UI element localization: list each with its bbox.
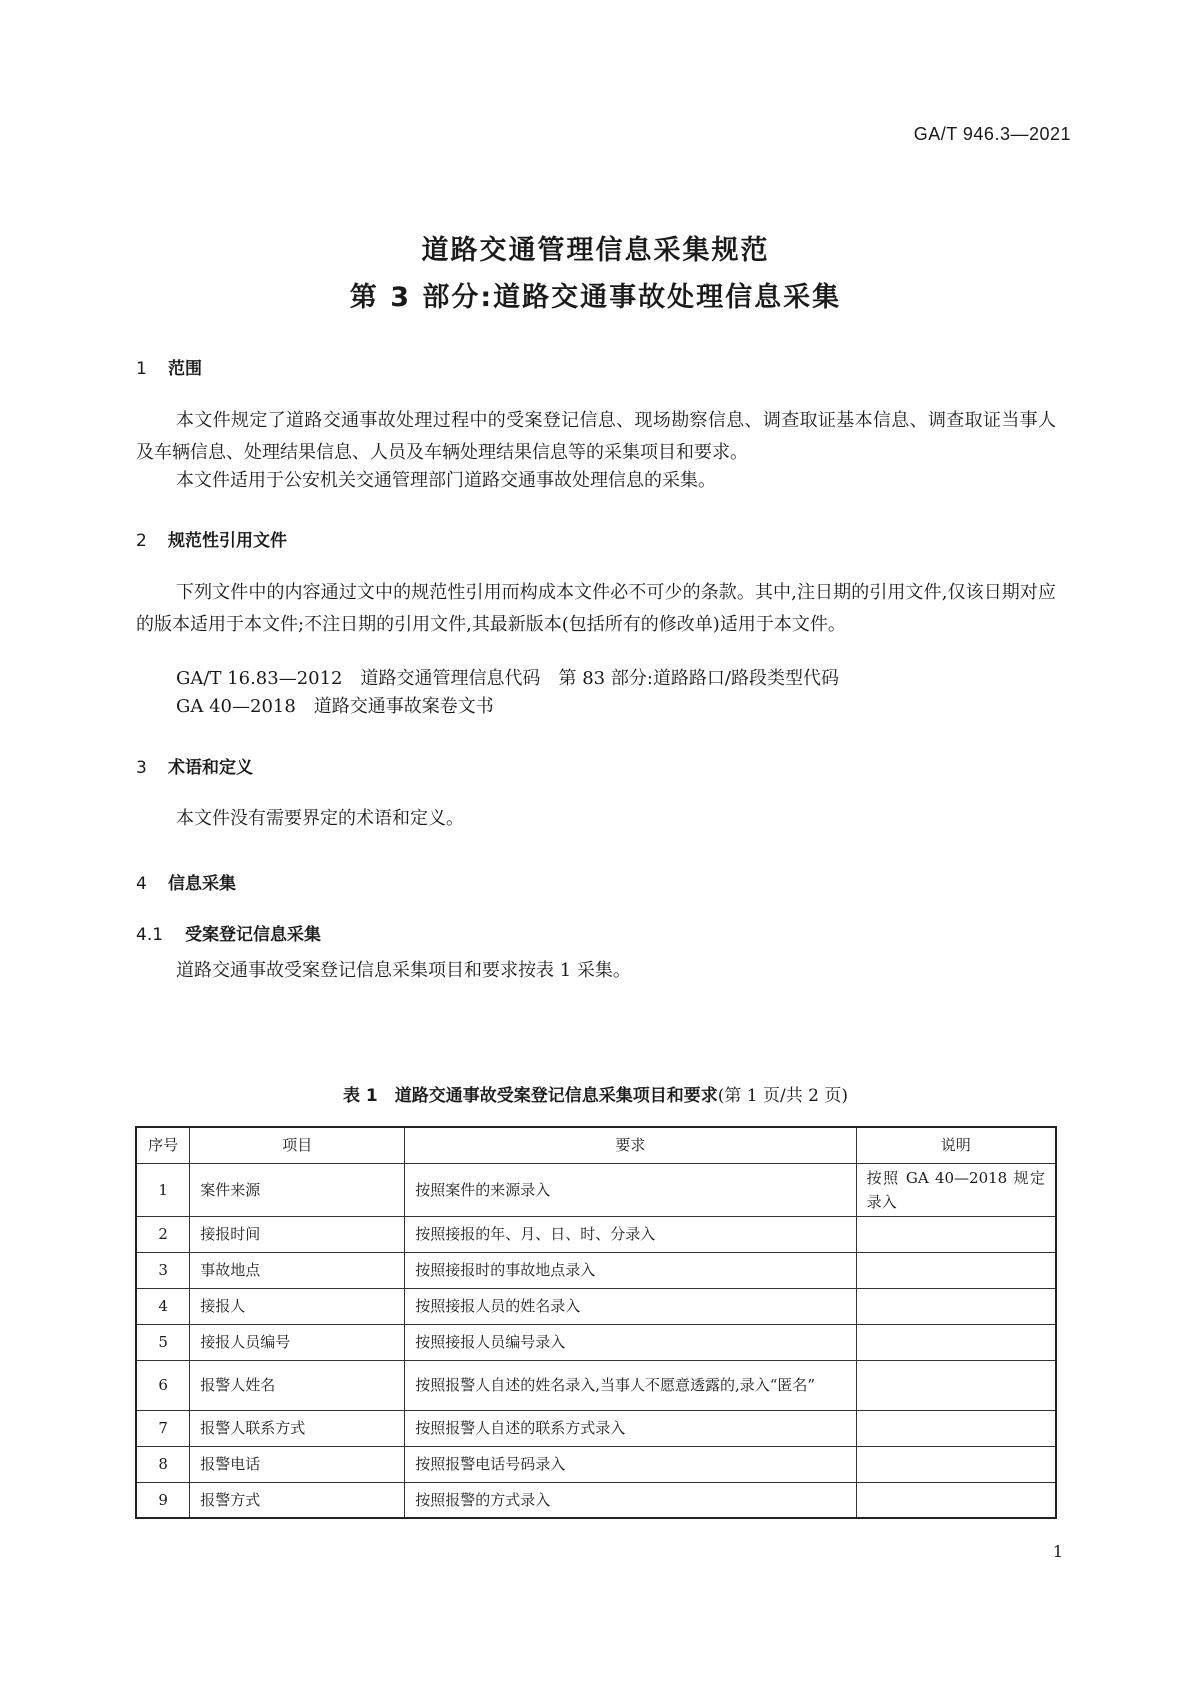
cell-requirement: 按照报警电话号码录入 (405, 1446, 856, 1482)
cell-seq: 9 (136, 1482, 190, 1518)
cell-requirement: 按照报警人自述的姓名录入,当事人不愿意透露的,录入“匿名” (405, 1360, 856, 1410)
cell-seq: 5 (136, 1324, 190, 1360)
cell-seq: 6 (136, 1360, 190, 1410)
paragraph: 下列文件中的内容通过文中的规范性引用而构成本文件必不可少的条款。其中,注日期的引用文件,仅该日期对应的版本适用于本文件;不注日期的引用文件,其最新版本(包括所有的修改单)适用于本文件。 (136, 582, 1056, 635)
paragraph: 本文件适用于公安机关交通管理部门道路交通事故处理信息的采集。 (176, 470, 716, 491)
cell-seq: 2 (136, 1216, 190, 1252)
cell-requirement: 按照接报人员编号录入 (405, 1324, 856, 1360)
cell-note (856, 1360, 1056, 1410)
section-title: 规范性引用文件 (168, 531, 287, 551)
table-row (136, 1216, 1056, 1252)
cell-note (856, 1446, 1056, 1482)
cell-note (856, 1410, 1056, 1446)
cell-item: 报警人姓名 (190, 1360, 405, 1410)
section-number: 4 (136, 874, 147, 894)
table-row (136, 1252, 1056, 1288)
paragraph: 道路交通事故受案登记信息采集项目和要求按表 1 采集。 (176, 960, 631, 981)
paragraph: 本文件没有需要界定的术语和定义。 (176, 808, 464, 829)
table-row (136, 1410, 1056, 1446)
section-number: 4.1 (136, 925, 164, 945)
section-title: 信息采集 (168, 874, 236, 894)
section-title: 范围 (168, 359, 202, 379)
table-caption-page-note: (第 1 页/共 2 页) (717, 1086, 848, 1106)
cell-item: 报警人联系方式 (190, 1410, 405, 1446)
cell-requirement: 按照报警的方式录入 (405, 1482, 856, 1518)
cell-requirement: 按照接报人员的姓名录入 (405, 1288, 856, 1324)
cell-item: 事故地点 (190, 1252, 405, 1288)
table-row (136, 1288, 1056, 1324)
cell-note (856, 1482, 1056, 1518)
cell-seq: 4 (136, 1288, 190, 1324)
cell-seq: 3 (136, 1252, 190, 1288)
cell-seq: 8 (136, 1446, 190, 1482)
cell-item: 接报人员编号 (190, 1324, 405, 1360)
cell-requirement: 按照接报的年、月、日、时、分录入 (405, 1216, 856, 1252)
section-heading-1 (136, 354, 202, 379)
normative-reference: GA 40—2018 道路交通事故案卷文书 (176, 696, 494, 717)
cell-note (856, 1324, 1056, 1360)
cell-requirement: 按照报警人自述的联系方式录入 (405, 1410, 856, 1446)
cell-item: 接报人 (190, 1288, 405, 1324)
cell-requirement: 按照案件的来源录入 (405, 1163, 856, 1216)
standard-code: GA/T 946.3—2021 (913, 124, 1071, 144)
column-header-seq: 序号 (136, 1127, 190, 1163)
table-row (136, 1324, 1056, 1360)
table-header-row (136, 1127, 1056, 1163)
cell-item: 报警电话 (190, 1446, 405, 1482)
section-number: 3 (136, 758, 147, 778)
info-collection-table (135, 1126, 1057, 1519)
section-heading-3 (136, 753, 253, 778)
cell-requirement: 按照接报时的事故地点录入 (405, 1252, 856, 1288)
table-caption-title: 表 1 道路交通事故受案登记信息采集项目和要求 (343, 1086, 718, 1106)
cell-note: 按照 GA 40—2018 规定录入 (856, 1163, 1056, 1216)
section-heading-4 (136, 869, 236, 894)
document-title: 道路交通管理信息采集规范 (421, 235, 770, 266)
table-row (136, 1163, 1056, 1216)
page-number: 1 (1052, 1542, 1063, 1561)
cell-item: 接报时间 (190, 1216, 405, 1252)
cell-seq: 7 (136, 1410, 190, 1446)
section-number: 1 (136, 359, 147, 379)
column-header-note: 说明 (856, 1127, 1056, 1163)
document-subtitle: 第 3 部分:道路交通事故处理信息采集 (349, 282, 842, 313)
section-heading-2 (136, 526, 287, 551)
cell-note (856, 1216, 1056, 1252)
cell-seq: 1 (136, 1163, 190, 1216)
section-heading-4-1 (136, 920, 321, 945)
section-title: 术语和定义 (168, 758, 253, 778)
paragraph: 本文件规定了道路交通事故处理过程中的受案登记信息、现场勘察信息、调查取证基本信息、调查取证当事人及车辆信息、处理结果信息、人员及车辆处理结果信息等的采集项目和要求。 (136, 410, 1056, 463)
column-header-item: 项目 (190, 1127, 405, 1163)
column-header-requirement: 要求 (405, 1127, 856, 1163)
section-number: 2 (136, 531, 147, 551)
cell-note (856, 1252, 1056, 1288)
cell-item: 案件来源 (190, 1163, 405, 1216)
table-caption (0, 1081, 1191, 1106)
section-title: 受案登记信息采集 (185, 925, 321, 945)
table-row (136, 1360, 1056, 1410)
table-row (136, 1446, 1056, 1482)
cell-note (856, 1288, 1056, 1324)
normative-reference: GA/T 16.83—2012 道路交通管理信息代码 第 83 部分:道路路口/路段类型代码 (176, 668, 839, 689)
cell-item: 报警方式 (190, 1482, 405, 1518)
table-row (136, 1482, 1056, 1518)
